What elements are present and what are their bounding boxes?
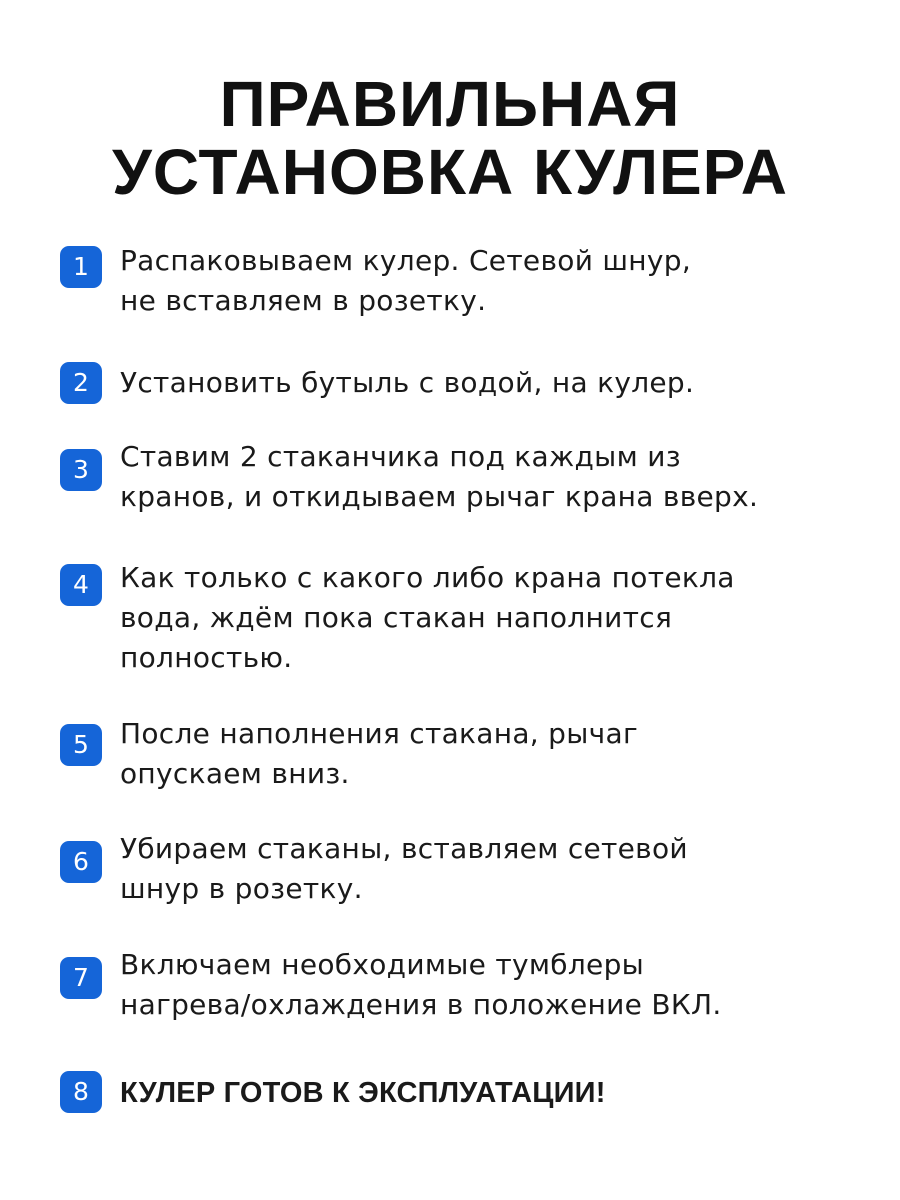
step-text-line: Как только с какого либо крана потекла (120, 561, 735, 594)
step-text-line: После наполнения стакана, рычаг (120, 717, 638, 750)
step-text-line: КУЛЕР ГОТОВ К ЭКСПЛУАТАЦИИ! (120, 1077, 606, 1109)
title-line-2: УСТАНОВКА КУЛЕРА (112, 136, 788, 208)
step-number-badge: 3 (60, 449, 102, 491)
step-number-badge: 8 (60, 1071, 102, 1113)
step-text-line: шнур в розетку. (120, 872, 363, 905)
step-text-line: кранов, и откидываем рычаг крана вверх. (120, 480, 759, 513)
step-text (120, 829, 880, 909)
step-text (120, 558, 880, 678)
step-number-badge: 4 (60, 564, 102, 606)
step-number-badge: 6 (60, 841, 102, 883)
step-text (120, 437, 880, 517)
step-number-badge: 5 (60, 724, 102, 766)
step-text-line: опускаем вниз. (120, 757, 350, 790)
step-text-line: нагрева/охлаждения в положение ВКЛ. (120, 988, 722, 1021)
step-text-line: полностью. (120, 641, 293, 674)
step-text-line: Установить бутыль с водой, на кулер. (120, 366, 695, 399)
step-text-line: Ставим 2 стаканчика под каждым из (120, 440, 681, 473)
step-number-badge: 2 (60, 362, 102, 404)
step-number-badge: 7 (60, 957, 102, 999)
step-text-line: Распаковываем кулер. Сетевой шнур, (120, 244, 692, 277)
step-text-line: вода, ждём пока стакан наполнится (120, 601, 673, 634)
page-title (0, 70, 900, 206)
step-text (120, 714, 880, 794)
step-text-line: не вставляем в розетку. (120, 284, 487, 317)
step-number-badge: 1 (60, 246, 102, 288)
step-text (120, 241, 880, 321)
step-text-line: Убираем стаканы, вставляем сетевой (120, 832, 688, 865)
step-text (120, 1073, 880, 1113)
step-text (120, 945, 880, 1025)
step-text (120, 363, 880, 403)
title-line-1: ПРАВИЛЬНАЯ (219, 68, 681, 140)
step-text-line: Включаем необходимые тумблеры (120, 948, 645, 981)
